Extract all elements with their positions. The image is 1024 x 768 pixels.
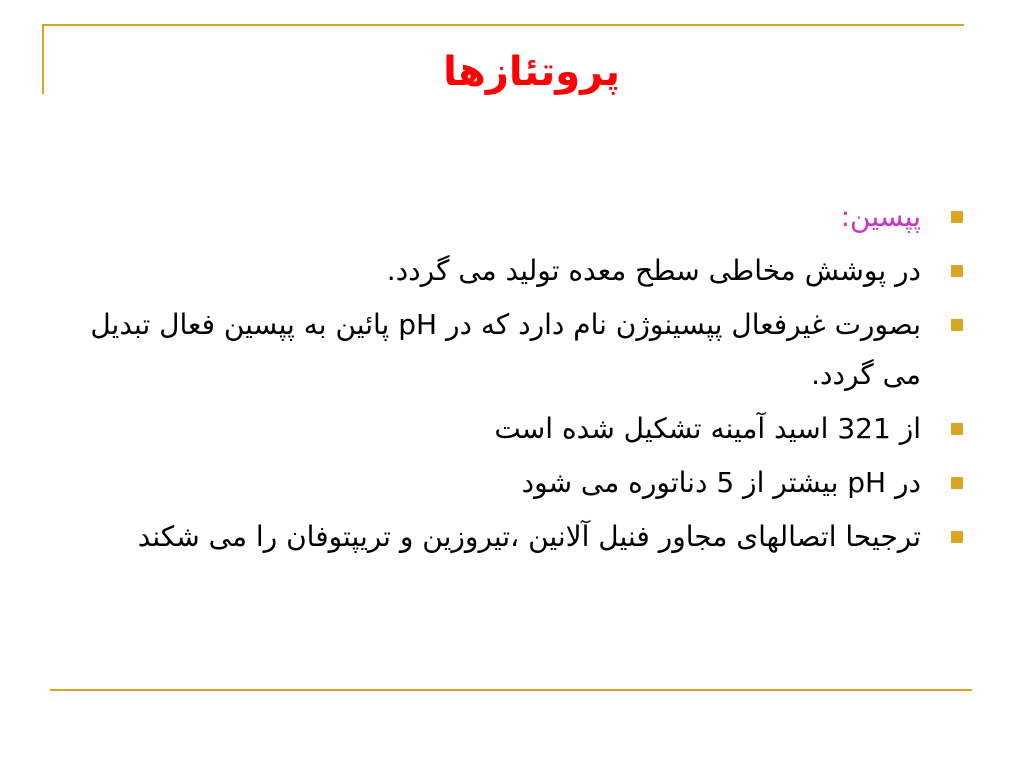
slide-top-border <box>42 24 964 26</box>
bullet-text: از 321 اسید آمینه تشکیل شده است <box>494 412 921 445</box>
bullet-item-denaturation <box>55 458 963 508</box>
bullet-text: در پوشش مخاطی سطح معده تولید می گردد. <box>386 254 921 287</box>
square-bullet-icon <box>951 211 963 223</box>
slide-bottom-border <box>50 689 972 691</box>
bullet-text: بصورت غیرفعال پپسینوژن نام دارد که در pH پائین به پپسین فعال تبدیل می گردد. <box>90 308 921 391</box>
bullet-item-amino-acids <box>55 404 963 454</box>
bullet-text: ترجیحا اتصالهای مجاور فنیل آلانین ،تیروزین و تریپتوفان را می شکند <box>137 520 921 553</box>
square-bullet-icon <box>951 423 963 435</box>
bullet-item-production <box>55 246 963 296</box>
square-bullet-icon <box>951 477 963 489</box>
bullet-item-pepsin <box>55 192 963 242</box>
square-bullet-icon <box>951 265 963 277</box>
slide-left-border <box>42 24 44 94</box>
square-bullet-icon <box>951 531 963 543</box>
slide-title: پروتئازها <box>443 49 620 95</box>
bullet-item-activation <box>55 300 963 400</box>
bullet-item-cleavage <box>55 512 963 562</box>
bullet-text: در pH بیشتر از 5 دناتوره می شود <box>521 466 921 499</box>
square-bullet-icon <box>951 319 963 331</box>
bullet-text: پپسین: <box>840 200 921 233</box>
bullet-list <box>55 192 963 566</box>
